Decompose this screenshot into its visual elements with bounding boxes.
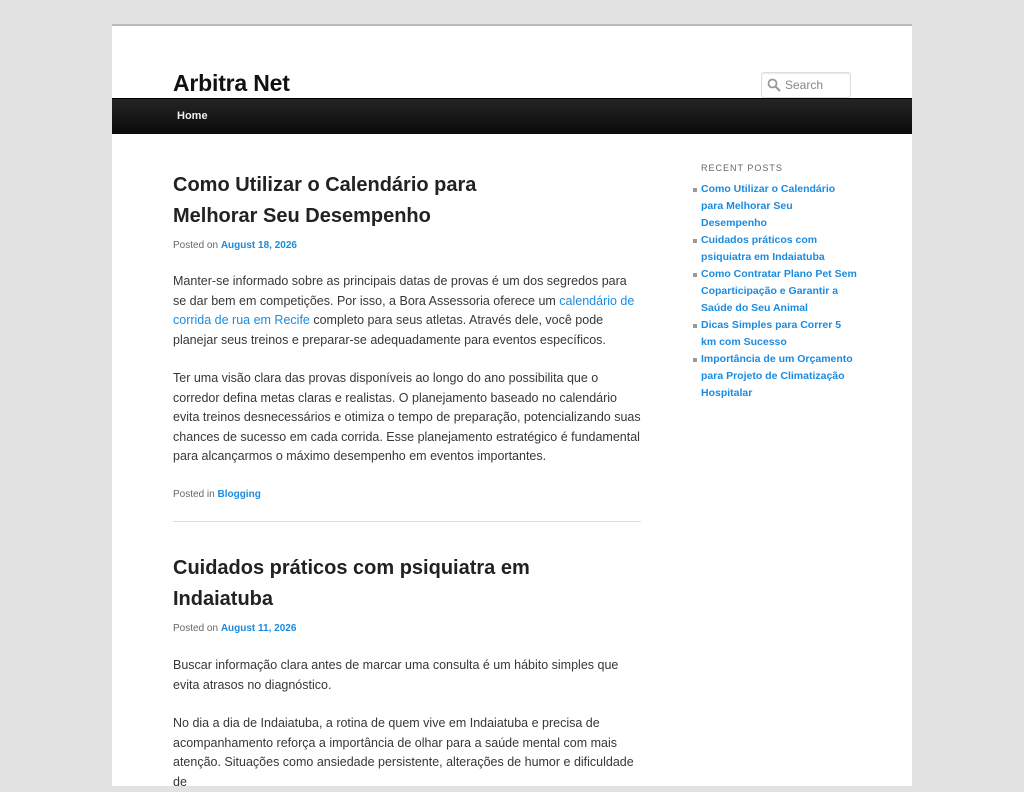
post-divider <box>173 521 641 522</box>
recent-post-link[interactable]: Cuidados práticos com psiquiatra em Indaiatuba <box>701 234 825 263</box>
recent-posts-heading: RECENT POSTS <box>701 163 783 173</box>
paragraph-text: completo para seus atletas. Através dele, você pode planejar seus treinos e preparar-se adequadamente para eventos específicos. <box>173 313 606 347</box>
recent-post-item <box>701 181 857 232</box>
post-date-link[interactable]: August 11, 2026 <box>220 623 297 634</box>
post-paragraph <box>173 272 641 350</box>
post-meta <box>173 623 296 634</box>
recent-post-link[interactable]: Como Utilizar o Calendário para Melhorar Seu Desempenho <box>701 183 836 229</box>
site-title[interactable]: Arbitra Net <box>173 70 290 96</box>
post-paragraph: Buscar informação clara antes de marcar uma consulta é um hábito simples que evita atrasos no diagnóstico. <box>173 658 619 692</box>
post-date-link[interactable]: August 18, 2026 <box>220 240 297 251</box>
post-category <box>173 489 261 500</box>
recent-posts-list <box>701 181 857 402</box>
search-icon <box>767 78 781 92</box>
category-link[interactable]: Blogging <box>217 489 261 500</box>
posted-on-label: Posted on <box>173 623 219 634</box>
nav-home-link[interactable]: Home <box>177 110 208 122</box>
posted-in-label: Posted in <box>173 489 215 500</box>
calendar-link[interactable]: calendário de corrida de rua em Recife <box>173 293 635 327</box>
search-placeholder: Search <box>785 78 824 92</box>
post-title[interactable]: Como Utilizar o Calendário para Melhorar Seu Desempenho <box>173 174 477 227</box>
paragraph-text: Manter-se informado sobre as principais datas de provas é um dos segredos para se dar bem em competições. Por isso, a Bora Assessoria oferece um <box>173 274 627 308</box>
post-meta <box>173 240 297 251</box>
recent-post-link[interactable]: Importância de um Orçamento para Projeto de Climatização Hospitalar <box>701 353 853 399</box>
post-paragraph: No dia a dia de Indaiatuba, a rotina de quem vive em Indaiatuba e precisa de acompanhamento reforça a importância de olhar para a saúde mental com mais atenção. Situações como ansiedade persistente, alterações de humor e dificuldade de <box>173 716 634 789</box>
main-nav <box>112 98 912 134</box>
recent-post-item <box>701 317 857 351</box>
recent-post-link[interactable]: Dicas Simples para Correr 5 km com Sucesso <box>701 319 842 348</box>
posted-on-label: Posted on <box>173 240 219 251</box>
recent-post-item <box>701 232 857 266</box>
recent-post-item <box>701 351 857 402</box>
post-title[interactable]: Cuidados práticos com psiquiatra em Indaiatuba <box>173 557 530 610</box>
post-paragraph: Ter uma visão clara das provas disponíveis ao longo do ano possibilita que o corredor defina metas claras e realistas. O planejamento baseado no calendário evita treinos desnecessários e otimiza o tempo de preparação, potencializando suas chances de sucesso em cada corrida. Esse planejamento estratégico é fundamental para alcançarmos o máximo desempenho em eventos importantes. <box>173 371 641 463</box>
recent-post-item <box>701 266 857 317</box>
search-input[interactable] <box>761 72 851 98</box>
recent-post-link[interactable]: Como Contratar Plano Pet Sem Coparticipação e Garantir a Saúde do Seu Animal <box>701 268 857 314</box>
page <box>112 24 912 789</box>
